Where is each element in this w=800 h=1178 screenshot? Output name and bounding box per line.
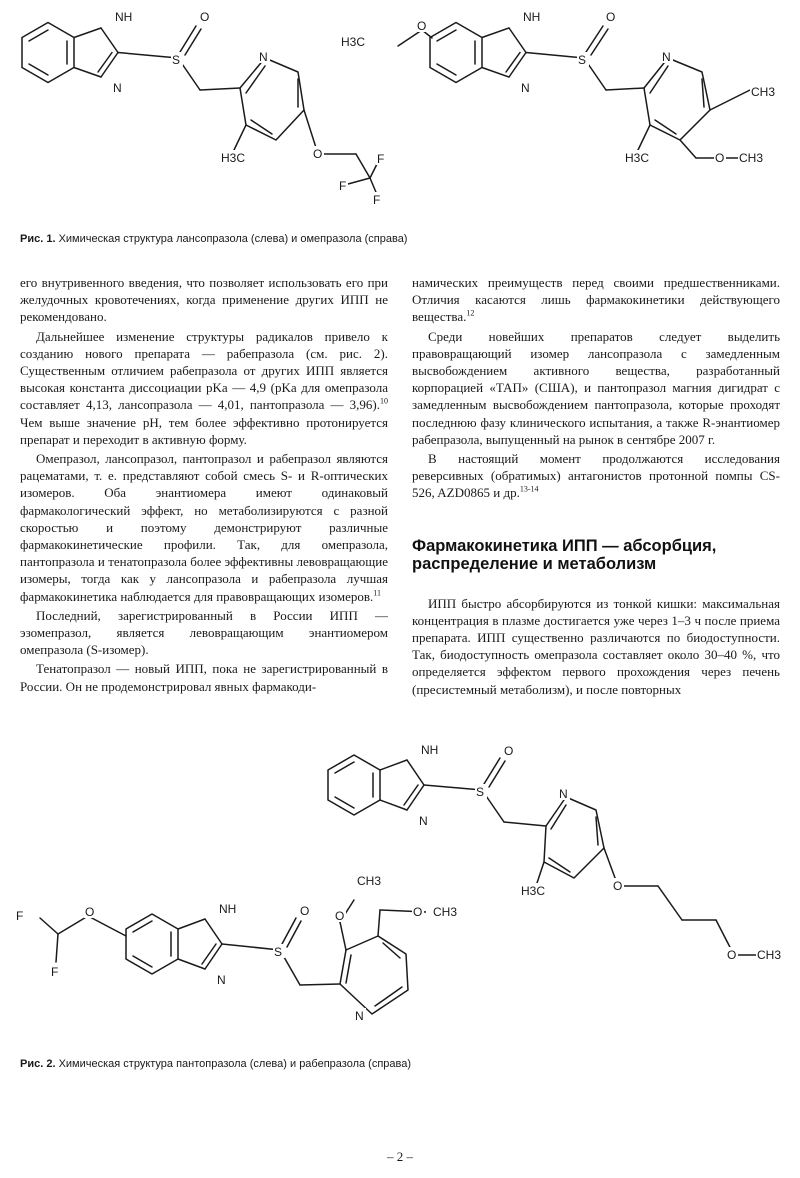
section-heading: Фармакокинетика ИПП — абсорбция, распределение и метаболизм xyxy=(412,536,717,574)
atom-label: H3C xyxy=(221,151,246,165)
atom-label: S xyxy=(274,945,283,959)
reference-mark: 10 xyxy=(380,397,388,407)
paragraph: его внутривенного введения, что позволяет использовать его при желудочных кровотечениях, когда применение других ИПП не рекомендовано. xyxy=(20,275,388,325)
atom-label: N xyxy=(559,787,568,801)
atom-label: S xyxy=(172,53,181,67)
atom-label: CH3 xyxy=(433,905,458,919)
paragraph-text: Омепразол, лансопразол, пантопразол и рабепразол являются рацематами, т. е. представляют собой смесь S- и R-оптических изомеров. Оба энантиомера имеют одинаковый фармакологический эффект, но метаболизируются с разной скоростью и поэтому демонстрируют различные фармакокинетические профили. Так, для омепразола, пантопразола и тенатопразола более эффективны левовращающие изомеры, тогда как у лансопразола и рабепразола лучшая фармакокинетика наблюдается для правовращающих изомеров. xyxy=(20,451,388,604)
atom-label: NH xyxy=(219,902,237,916)
atom-label: CH3 xyxy=(751,85,776,99)
atom-label: N xyxy=(259,50,268,64)
atom-label: NH xyxy=(421,743,439,757)
atom-label: O xyxy=(504,744,514,758)
atom-label: O xyxy=(413,905,423,919)
atom-label: O xyxy=(417,19,427,33)
paragraph-text: Чем выше значение pH, тем более эффективно протонируется препарат и переходит в активную форму. xyxy=(20,414,388,447)
atom-label: H3C xyxy=(341,35,366,49)
atom-label: N xyxy=(662,50,671,64)
atom-label: N xyxy=(113,81,122,95)
atom-label: O xyxy=(313,147,323,161)
figure2-caption-text: Химическая структура пантопразола (слева) и рабепразола (справа) xyxy=(58,1058,412,1070)
atom-label: O xyxy=(85,905,95,919)
paragraph-text: В настоящий момент продолжаются исследования реверсивных (обратимых) антагонистов протонной помпы CS-526, AZD0865 и др. xyxy=(412,451,780,501)
paragraph: Последний, зарегистрированный в России ИПП — эзомепразол, является левовращающим энантиомером омепразола (S-изомер). xyxy=(20,607,388,658)
atom-label: H3C xyxy=(625,151,650,165)
figure1-label: Рис. 1. xyxy=(20,233,56,245)
atom-label: N xyxy=(521,81,530,95)
reference-mark: 13-14 xyxy=(519,485,539,495)
atom-label: N xyxy=(217,973,226,987)
atom-label: S xyxy=(578,53,587,67)
figure2-label: Рис. 2. xyxy=(20,1058,56,1070)
atom-label: CH3 xyxy=(357,874,382,888)
atom-label: CH3 xyxy=(757,948,782,962)
atom-label: NH xyxy=(523,10,541,24)
paragraph-text: Дальнейшее изменение структуры радикалов привело к созданию нового препарата — рабепразола (см. рис. 2). Существенным отличием рабепразола от других ИПП является высокая константа диссоциации pKa — 4,9 (pKa для омепразола составляет 4,13, лансопразола — 4,01, пантопразола — 3,96). xyxy=(20,328,388,413)
atom-label: F xyxy=(377,152,385,166)
atom-label: O xyxy=(715,151,725,165)
atom-label: S xyxy=(476,785,485,799)
atom-label: N xyxy=(419,814,428,828)
reference-mark: 11 xyxy=(373,588,381,598)
atom-label: O xyxy=(300,904,310,918)
atom-label: N xyxy=(355,1009,364,1023)
atom-label: O xyxy=(200,10,210,24)
atom-label: O xyxy=(727,948,737,962)
atom-label: F xyxy=(339,179,347,193)
atom-label: F xyxy=(373,193,381,207)
atom-label: H3C xyxy=(521,884,546,898)
atom-label: F xyxy=(16,909,24,923)
paragraph: ИПП быстро абсорбируются из тонкой кишки: максимальная концентрация в плазме достигается уже через 1–3 ч после приема препарата. ИПП существенно различаются по биодоступности. Так, биодоступность омепразола составляет около 30–40 %, что определяется эффектом первого прохождения через печень (пресистемный метаболизм), и после повторных xyxy=(412,595,780,697)
atom-label: O xyxy=(606,10,616,24)
atom-label: O xyxy=(613,879,623,893)
reference-mark: 12 xyxy=(466,309,475,319)
page-number: – 2 – xyxy=(387,1149,413,1164)
figure2-caption xyxy=(20,1058,411,1070)
atom-label: CH3 xyxy=(739,151,764,165)
paragraph-text: намических преимуществ перед своими предшественниками. Отличия касаются лишь фармакокинетики действующего вещества. xyxy=(412,275,780,325)
atom-label: F xyxy=(51,965,59,979)
atom-label: NH xyxy=(115,10,133,24)
paragraph: Тенатопразол — новый ИПП, пока не зарегистрированный в России. Он не продемонстрировал явных фармакоди- xyxy=(20,661,388,694)
paragraph: Среди новейших препаратов следует выделить правовращающий изомер лансопразола с замедленным высвобождением активного вещества, разработанный корпорацией «ТАП» (США), и пантопразол магния дигидрат с замедленным высвобождением пантопразола, которые проходят последнюю фазу клинического испытания, а также R-энантиомер рабепразола, выпущенный на рынок в сентябре 2007 г. xyxy=(412,328,780,447)
atom-label: O xyxy=(335,909,345,923)
figure1-caption-text: Химическая структура лансопразола (слева) и омепразола (справа) xyxy=(58,233,408,245)
